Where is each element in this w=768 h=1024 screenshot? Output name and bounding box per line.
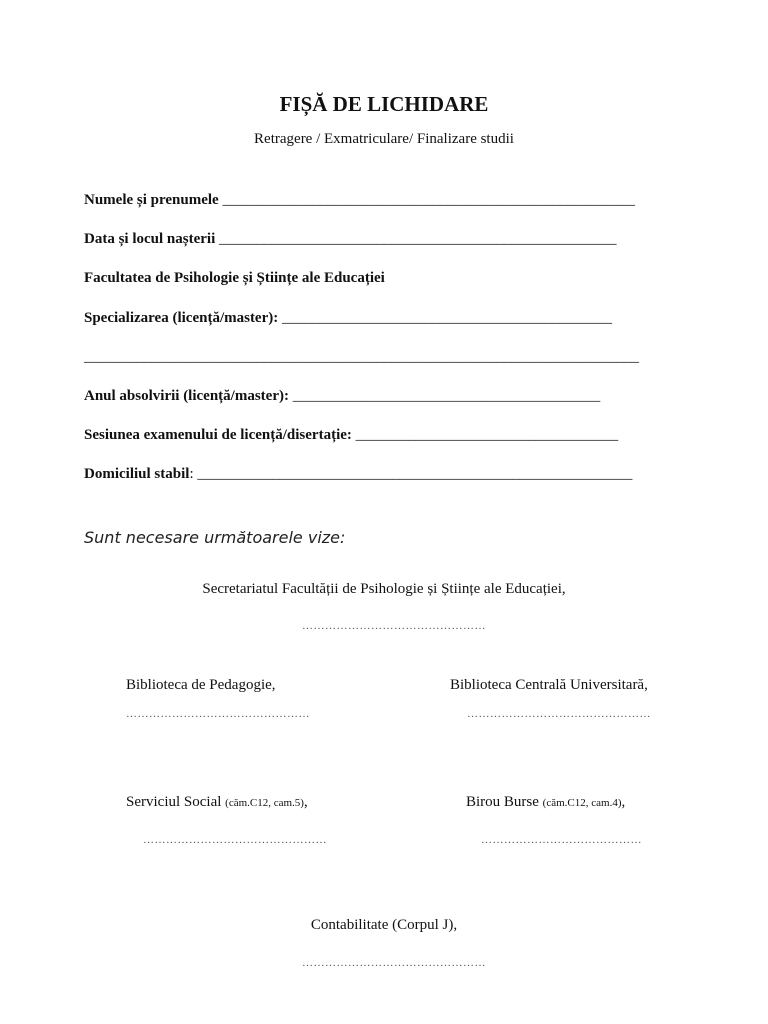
visa-library-pedagogy-signature-line[interactable]: ………………………………………… <box>126 708 310 720</box>
field-birth-label: Data și locul nașterii <box>84 231 216 247</box>
visa-library-central-label: Biblioteca Centrală Universitară, <box>450 677 648 693</box>
visa-scholarships-signature-line[interactable]: …………………………………… <box>481 834 642 846</box>
field-name <box>84 192 635 209</box>
field-graduation-year-line[interactable]: _________________________________________ <box>292 388 601 404</box>
field-domicile <box>84 466 632 483</box>
visa-scholarships-room: (căm.C12, cam.4) <box>542 797 622 809</box>
document-title: FIȘĂ DE LICHIDARE <box>279 92 489 116</box>
visa-library-central-signature-line[interactable]: ………………………………………… <box>467 708 651 720</box>
field-exam-session-label: Sesiunea examenului de licență/disertație: <box>84 427 352 443</box>
visa-secretariat-label: Secretariatul Facultății de Psihologie și Științe ale Educației, <box>202 581 566 597</box>
visa-scholarships-suffix: , <box>621 794 626 810</box>
field-faculty <box>84 270 385 287</box>
visa-social-service-suffix: , <box>303 794 308 810</box>
visas-heading: Sunt necesare următoarele vize: <box>84 528 346 547</box>
field-specialization <box>84 310 612 327</box>
field-graduation-year-label: Anul absolvirii (licență/master): <box>84 388 289 404</box>
field-birth <box>84 231 617 248</box>
document-subtitle: Retragere / Exmatriculare/ Finalizare studii <box>254 131 514 147</box>
visa-accounting-signature-line[interactable]: ………………………………………… <box>302 957 486 969</box>
field-graduation-year <box>84 388 600 405</box>
field-domicile-colon: : <box>189 466 194 482</box>
field-birth-line[interactable]: _____________________________________________________ <box>219 231 617 247</box>
visa-accounting-label: Contabilitate (Corpul J), <box>310 917 458 933</box>
visa-scholarships <box>466 794 625 811</box>
visa-secretariat-signature-line[interactable]: ………………………………………… <box>302 620 486 632</box>
field-faculty-label: Facultatea de Psihologie și Științe ale Educației <box>84 270 385 286</box>
visa-scholarships-label: Birou Burse <box>466 794 539 810</box>
field-specialization-label: Specializarea (licență/master): <box>84 310 279 326</box>
visa-social-service <box>126 794 308 811</box>
visa-social-service-room: (căm.C12, cam.5) <box>225 797 304 809</box>
field-name-line[interactable]: _______________________________________________________ <box>222 192 635 208</box>
visa-social-service-signature-line[interactable]: ………………………………………… <box>143 834 327 846</box>
field-name-label: Numele și prenumele <box>84 192 219 208</box>
field-domicile-line[interactable]: __________________________________________________________ <box>197 466 633 482</box>
visa-social-service-label: Serviciul Social <box>126 794 222 810</box>
field-exam-session-line[interactable]: ___________________________________ <box>355 427 619 443</box>
field-domicile-label: Domiciliul stabil <box>84 466 190 482</box>
visa-library-pedagogy-label: Biblioteca de Pedagogie, <box>126 677 276 693</box>
field-specialization-extra-line[interactable]: __________________________________________________________________________ <box>84 349 639 365</box>
field-exam-session <box>84 427 618 444</box>
field-specialization-line[interactable]: ____________________________________________ <box>282 310 612 326</box>
